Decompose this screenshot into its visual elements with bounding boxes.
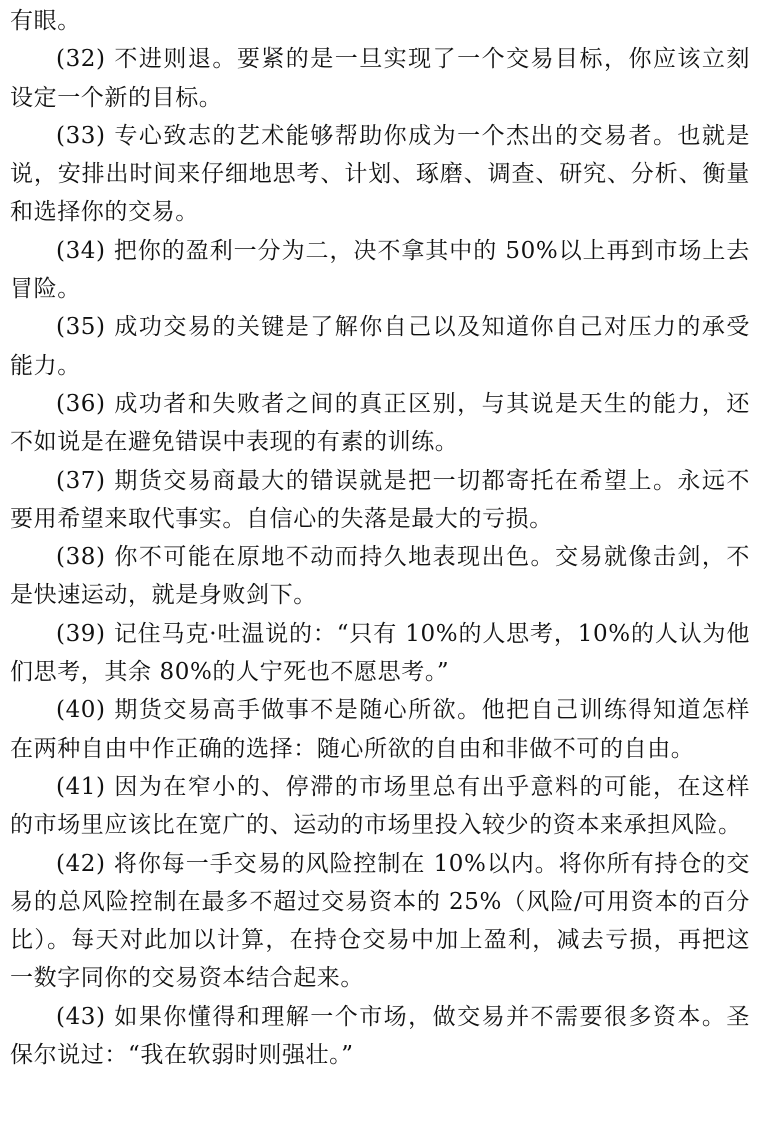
rule-39: [10, 615, 750, 692]
rule-number: (34): [56, 237, 106, 264]
rule-41: [10, 768, 750, 845]
rule-text: 把你的盈利一分为二，决不拿其中的 50%以上再到市场上去冒险。: [10, 237, 750, 303]
rule-38: [10, 538, 750, 615]
rule-text: 记住马克·吐温说的：“只有 10%的人思考，10%的人认为他们思考，其余 80%的人宁死也不愿思考。”: [10, 620, 751, 686]
rule-number: (41): [56, 773, 106, 800]
rule-34: [10, 232, 750, 309]
rule-number: (42): [56, 850, 106, 877]
rule-33: [10, 117, 750, 232]
rule-text: 成功者和失败者之间的真正区别，与其说是天生的能力，还不如说是在避免错误中表现的有素的训练。: [10, 390, 750, 456]
rule-number: (37): [56, 467, 106, 494]
rule-text: 将你每一手交易的风险控制在 10%以内。将你所有持仓的交易的总风险控制在最多不超过交易资本的 25%（风险/可用资本的百分比）。每天对此加以计算，在持仓交易中加上盈利，减去亏损，再把这一数字同你的交易资本结合起来。: [10, 850, 750, 992]
rule-text: 期货交易高手做事不是随心所欲。他把自己训练得知道怎样在两种自由中作正确的选择：随心所欲的自由和非做不可的自由。: [10, 697, 750, 762]
rule-36: [10, 385, 750, 462]
rule-number: (32): [56, 46, 106, 73]
rule-number: (40): [56, 697, 106, 724]
continuation-line: 有眼。: [10, 8, 81, 34]
rule-text: 如果你懂得和理解一个市场，做交易并不需要很多资本。圣保尔说过：“我在软弱时则强壮。”: [10, 1003, 750, 1069]
rule-text: 成功交易的关键是了解你自己以及知道你自己对压力的承受能力。: [10, 314, 750, 379]
rule-32: [10, 40, 750, 117]
rule-number: (35): [56, 314, 106, 341]
rule-43: [10, 998, 750, 1075]
rule-number: (33): [56, 122, 106, 149]
rule-35: [10, 308, 750, 385]
rule-40: [10, 691, 750, 768]
rule-text: 期货交易商最大的错误就是把一切都寄托在希望上。永远不要用希望来取代事实。自信心的失落是最大的亏损。: [10, 467, 750, 532]
rule-number: (38): [56, 544, 106, 571]
rule-number: (36): [56, 390, 106, 417]
rule-text: 不进则退。要紧的是一旦实现了一个交易目标，你应该立刻设定一个新的目标。: [10, 46, 750, 111]
rule-text: 因为在窄小的、停滞的市场里总有出乎意料的可能，在这样的市场里应该比在宽广的、运动的市场里投入较少的资本来承担风险。: [10, 773, 750, 839]
rule-number: (39): [56, 620, 106, 647]
rule-42: [10, 845, 750, 998]
rule-text: 你不可能在原地不动而持久地表现出色。交易就像击剑，不是快速运动，就是身败剑下。: [10, 544, 750, 609]
rule-number: (43): [56, 1003, 106, 1030]
rule-37: [10, 462, 750, 539]
rule-text: 专心致志的艺术能够帮助你成为一个杰出的交易者。也就是说，安排出时间来仔细地思考、计划、琢磨、调查、研究、分析、衡量和选择你的交易。: [10, 122, 750, 226]
